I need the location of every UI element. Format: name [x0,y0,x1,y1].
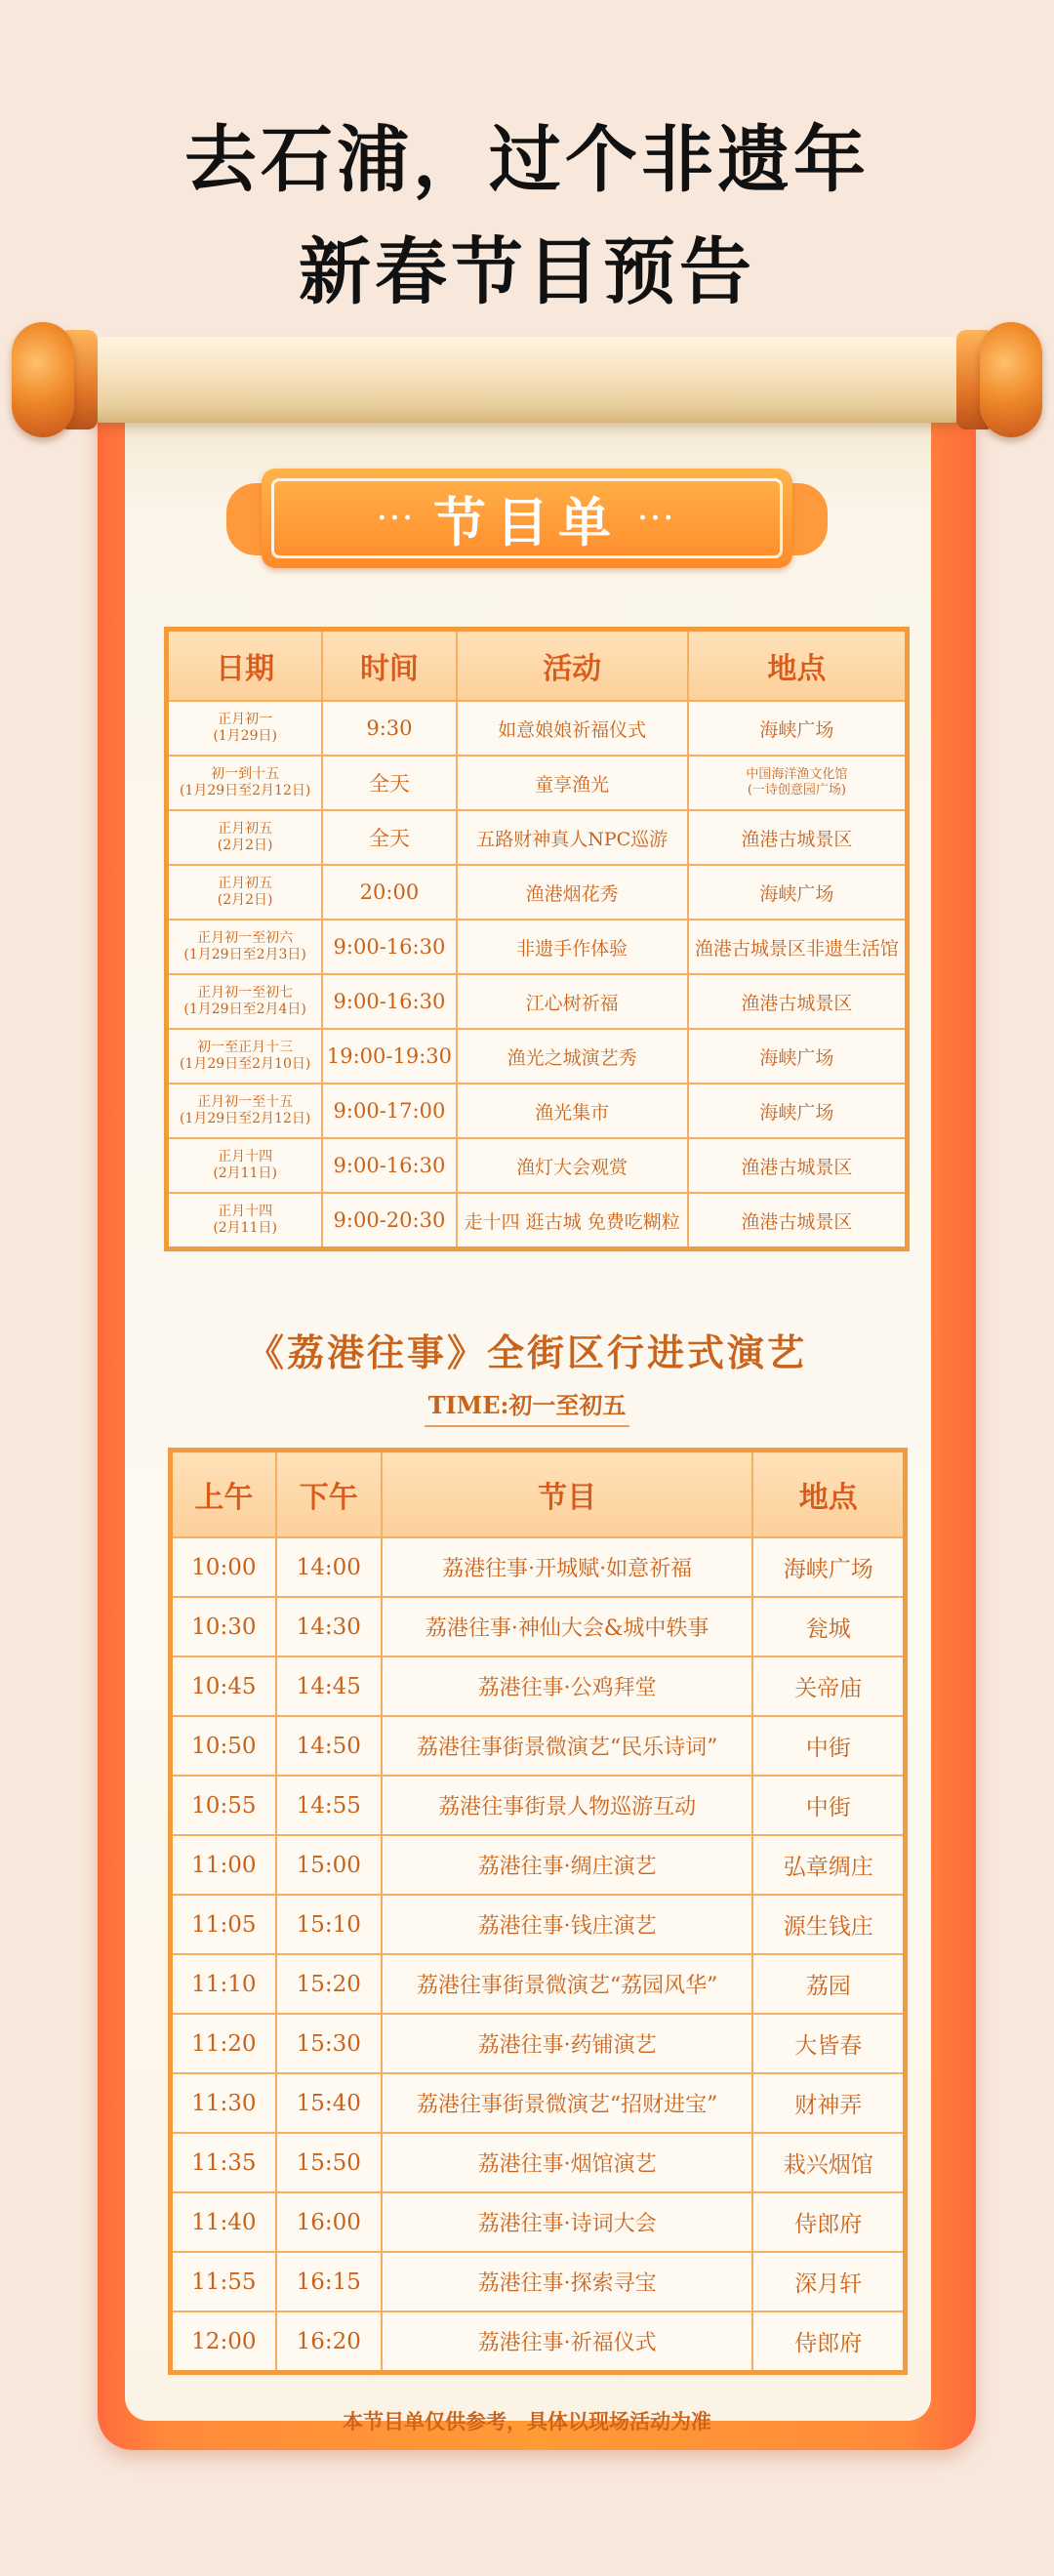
performance-row [171,1954,906,2014]
performance-pm-time: 15:50 [276,2133,382,2192]
schedule-time: 9:00-16:30 [322,1138,456,1193]
schedule-place-main: 中国海洋渔文化馆 [746,767,848,782]
schedule-date-day: 正月初一 [218,712,273,727]
schedule-place [688,974,908,1029]
performance-am-time: 11:35 [171,2133,276,2192]
schedule-time: 9:00-17:00 [322,1084,456,1138]
performance-row [171,1656,906,1716]
schedule-place [688,1193,908,1249]
performance-pm-time: 14:55 [276,1776,382,1835]
performance-program: 荔港往事街景微演艺“荔园风华” [382,1954,753,2014]
schedule-date-range: (1月29日) [213,728,277,744]
performance-program: 荔港往事街景微演艺“招财进宝” [382,2073,753,2133]
performance-row [171,1597,906,1656]
performance-place: 财神弄 [752,2073,905,2133]
schedule-row [167,810,908,865]
schedule-place [688,810,908,865]
schedule-place [688,1084,908,1138]
performance-program: 荔港往事·烟馆演艺 [382,2133,753,2192]
performance-row [171,1776,906,1835]
schedule-row [167,865,908,920]
schedule-date-day: 正月初一至十五 [197,1094,294,1110]
schedule-row [167,701,908,756]
schedule-table [164,627,910,1251]
performance-row [171,2073,906,2133]
schedule-place-main: 渔港古城景区非遗生活馆 [694,937,899,960]
performance-row [171,1895,906,1954]
schedule-date-range: (1月29日至2月4日) [183,1002,306,1017]
schedule-row [167,1084,908,1138]
performance-place: 中街 [752,1776,905,1835]
schedule-date [167,810,323,865]
performance-row [171,2311,906,2373]
schedule-date-range: (2月2日) [217,838,273,853]
performance-pm-time: 15:10 [276,1895,382,1954]
performance-header-row [171,1451,906,1538]
schedule-date-range: (2月11日) [213,1165,277,1181]
header-location: 地点 [752,1451,905,1538]
schedule-activity: 渔灯大会观赏 [457,1138,688,1193]
performance-am-time: 10:00 [171,1537,276,1597]
performance-pm-time: 16:00 [276,2192,382,2252]
schedule-date-range: (1月29日至2月12日) [179,783,311,798]
performance-am-time: 10:50 [171,1716,276,1776]
performance-row [171,1537,906,1597]
schedule-activity: 渔港烟花秀 [457,865,688,920]
performance-am-time: 11:00 [171,1835,276,1895]
performance-program: 荔港往事街景人物巡游互动 [382,1776,753,1835]
banner-label: 节目单 [433,490,621,553]
schedule-place-main: 渔港古城景区 [741,1210,853,1233]
schedule-place [688,1138,908,1193]
performance-pm-time: 15:00 [276,1835,382,1895]
performance-am-time: 11:30 [171,2073,276,2133]
schedule-activity: 江心树祈福 [457,974,688,1029]
performance-place: 海峡广场 [752,1537,905,1597]
schedule-time: 9:00-20:30 [322,1193,456,1249]
schedule-time: 20:00 [322,865,456,920]
schedule-date [167,1084,323,1138]
performance-pm-time: 15:30 [276,2014,382,2073]
schedule-row [167,1193,908,1249]
schedule-time: 全天 [322,810,456,865]
schedule-time: 19:00-19:30 [322,1029,456,1084]
schedule-date [167,1138,323,1193]
schedule-place-main: 渔港古城景区 [741,992,853,1014]
schedule-row [167,920,908,974]
performance-program: 荔港往事·钱庄演艺 [382,1895,753,1954]
schedule-date-day: 正月十四 [218,1149,273,1165]
performance-pm-time: 14:50 [276,1716,382,1776]
schedule-date-day: 正月初一至初六 [197,930,294,946]
performance-row [171,2192,906,2252]
performance-am-time: 11:40 [171,2192,276,2252]
performance-place: 中街 [752,1716,905,1776]
performance-place: 源生钱庄 [752,1895,905,1954]
performance-pm-time: 14:45 [276,1656,382,1716]
schedule-place-main: 海峡广场 [759,718,834,741]
performance-am-time: 10:30 [171,1597,276,1656]
main-title-line2: 新春节目预告 [299,230,755,314]
performance-am-time: 11:55 [171,2252,276,2311]
schedule-date-day: 初一到十五 [211,766,280,782]
performance-row [171,2252,906,2311]
header-date: 日期 [167,630,323,702]
schedule-time: 9:00-16:30 [322,920,456,974]
schedule-place-main: 海峡广场 [759,1101,834,1124]
performance-row [171,1716,906,1776]
header-am: 上午 [171,1451,276,1538]
schedule-date-day: 正月十四 [218,1204,273,1219]
schedule-activity: 渔光之城演艺秀 [457,1029,688,1084]
scroll-knob-right [980,322,1042,437]
schedule-date-range: (2月2日) [217,892,273,908]
schedule-date [167,1029,323,1084]
performance-time-label: TIME:初一至初五 [425,1391,630,1427]
performance-program: 荔港往事·公鸡拜堂 [382,1656,753,1716]
header-pm: 下午 [276,1451,382,1538]
performance-am-time: 10:55 [171,1776,276,1835]
schedule-activity: 渔光集市 [457,1084,688,1138]
performance-am-time: 10:45 [171,1656,276,1716]
schedule-activity: 走十四 逛古城 免费吃糊粒 [457,1193,688,1249]
schedule-header-row [167,630,908,702]
main-title-line1: 去石浦，过个非遗年 [184,118,870,202]
schedule-date [167,1193,323,1249]
program-list-banner [262,469,792,568]
performance-place: 瓮城 [752,1597,905,1656]
performance-title: 《荔港往事》全街区行进式演艺 [246,1330,807,1374]
schedule-date-day: 正月初五 [218,876,273,891]
performance-pm-time: 15:40 [276,2073,382,2133]
scroll-rod [61,337,993,423]
schedule-date [167,920,323,974]
schedule-row [167,756,908,810]
schedule-place [688,1029,908,1084]
schedule-date [167,865,323,920]
schedule-date-day: 初一至正月十三 [197,1040,294,1055]
performance-program: 荔港往事·开城赋·如意祈福 [382,1537,753,1597]
performance-program: 荔港往事街景微演艺“民乐诗词” [382,1716,753,1776]
header-time: 时间 [322,630,456,702]
schedule-place [688,865,908,920]
header-program: 节目 [382,1451,753,1538]
performance-place: 关帝庙 [752,1656,905,1716]
performance-pm-time: 16:15 [276,2252,382,2311]
performance-place: 侍郎府 [752,2192,905,2252]
schedule-place [688,701,908,756]
performance-program: 荔港往事·探索寻宝 [382,2252,753,2311]
performance-pm-time: 15:20 [276,1954,382,2014]
schedule-place-main: 渔港古城景区 [741,828,853,850]
banner-dots-right: ··· [638,504,677,533]
schedule-date [167,701,323,756]
performance-am-time: 11:20 [171,2014,276,2073]
schedule-date-range: (1月29日至2月3日) [183,947,306,962]
schedule-activity: 童享渔光 [457,756,688,810]
performance-program: 荔港往事·药铺演艺 [382,2014,753,2073]
performance-program: 荔港往事·诗词大会 [382,2192,753,2252]
performance-pm-time: 16:20 [276,2311,382,2373]
performance-row [171,1835,906,1895]
banner-dots-left: ··· [377,504,416,533]
performance-program: 荔港往事·绸庄演艺 [382,1835,753,1895]
performance-place: 侍郎府 [752,2311,905,2373]
performance-table [168,1448,908,2375]
schedule-date-day: 正月初五 [218,821,273,837]
schedule-time: 全天 [322,756,456,810]
schedule-activity: 非遗手作体验 [457,920,688,974]
performance-am-time: 12:00 [171,2311,276,2373]
header-place: 地点 [688,630,908,702]
schedule-place-main: 渔港古城景区 [741,1156,853,1178]
performance-row [171,2014,906,2073]
schedule-place [688,756,908,810]
performance-row [171,2133,906,2192]
schedule-date-range: (1月29日至2月10日) [179,1056,311,1072]
schedule-activity: 五路财神真人NPC巡游 [457,810,688,865]
schedule-time: 9:00-16:30 [322,974,456,1029]
performance-place: 弘章绸庄 [752,1835,905,1895]
header-activity: 活动 [457,630,688,702]
performance-place: 荔园 [752,1954,905,2014]
footer-note: 本节目单仅供参考，具体以现场活动为准 [343,2409,711,2433]
schedule-date-range: (1月29日至2月12日) [179,1111,311,1126]
performance-place: 大皆春 [752,2014,905,2073]
performance-am-time: 11:10 [171,1954,276,2014]
schedule-place-main: 海峡广场 [759,1046,834,1069]
schedule-row [167,1138,908,1193]
schedule-date [167,756,323,810]
scroll-knob-left [12,322,74,437]
performance-program: 荔港往事·祈福仪式 [382,2311,753,2373]
performance-pm-time: 14:30 [276,1597,382,1656]
performance-place: 栽兴烟馆 [752,2133,905,2192]
schedule-date-range: (2月11日) [213,1220,277,1236]
performance-am-time: 11:05 [171,1895,276,1954]
schedule-row [167,1029,908,1084]
schedule-date-day: 正月初一至初七 [197,985,294,1001]
schedule-place-main: 海峡广场 [759,882,834,905]
schedule-place-sub: (一诗创意园广场) [747,783,846,797]
performance-place: 深月轩 [752,2252,905,2311]
schedule-row [167,974,908,1029]
performance-pm-time: 14:00 [276,1537,382,1597]
schedule-date [167,974,323,1029]
schedule-time: 9:30 [322,701,456,756]
performance-program: 荔港往事·神仙大会&城中轶事 [382,1597,753,1656]
schedule-activity: 如意娘娘祈福仪式 [457,701,688,756]
schedule-place [688,920,908,974]
